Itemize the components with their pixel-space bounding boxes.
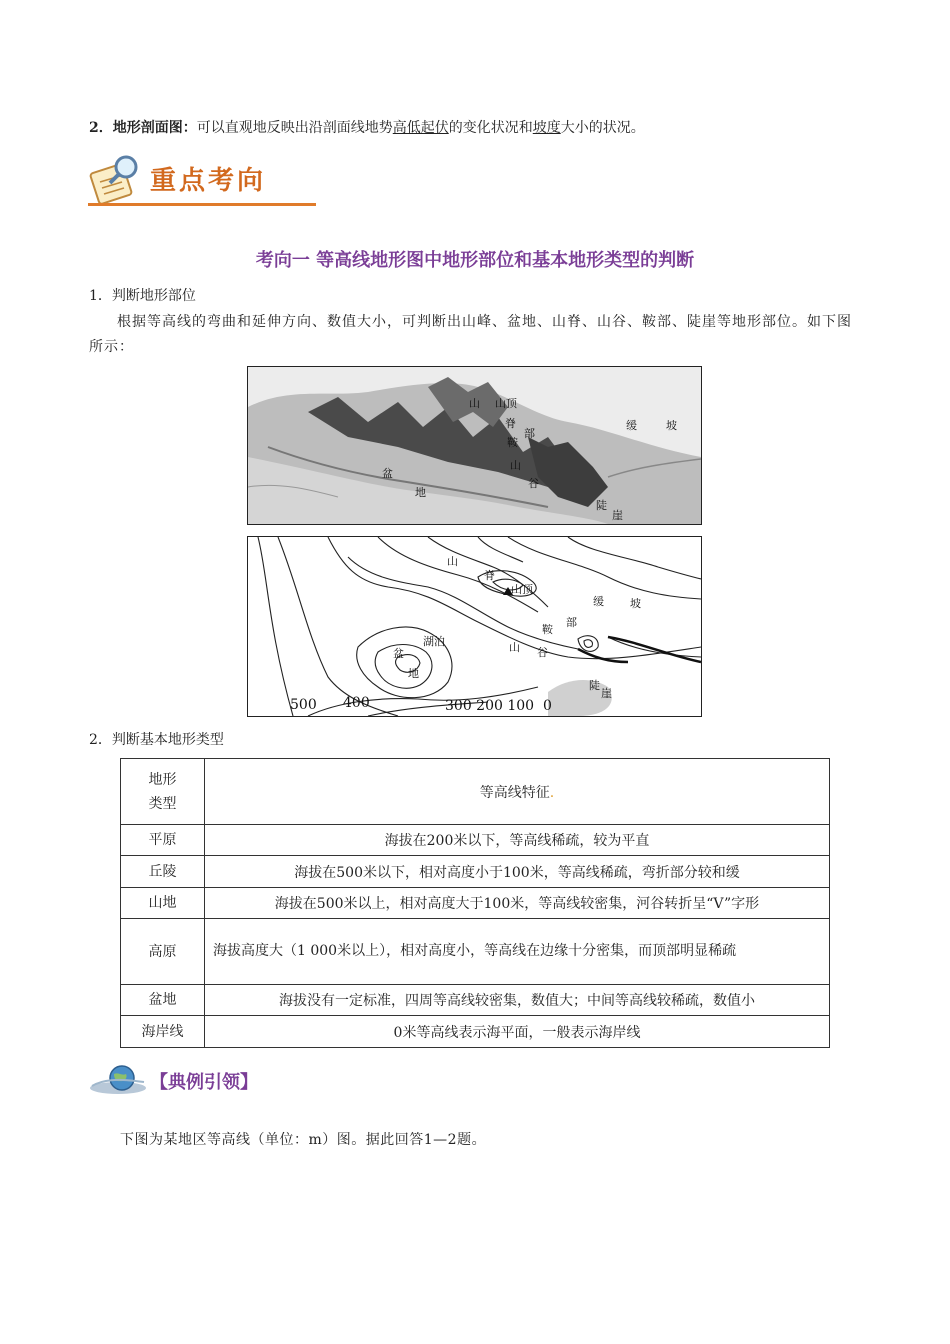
- table-cell-feature: 海拔没有一定标准，四周等高线较密集，数值大；中间等高线较稀疏，数值小: [205, 985, 830, 1016]
- relief-label-bu: 部: [524, 427, 535, 440]
- topic-title: 考向一 等高线地形图中地形部位和基本地形类型的判断: [255, 250, 695, 271]
- notebook-magnifier-icon: [88, 152, 148, 206]
- contour-label-shanding: 山顶: [511, 583, 533, 596]
- intro-text-before: 可以直观地反映出沿剖面线地势: [196, 120, 393, 136]
- table-header-type: 地形 类型: [121, 759, 205, 825]
- contour-label-dou: 陡: [589, 679, 600, 692]
- relief-illustration: [248, 367, 701, 524]
- part1-paragraph: 根据等高线的弯曲和延伸方向、数值大小，可判断出山峰、盆地、山脊、山谷、鞍部、陡崖等地形部位。如下图所示：: [89, 314, 852, 355]
- part2-heading: 2．判断基本地形类型: [89, 732, 224, 748]
- example-title: 【典例引领】: [150, 1072, 258, 1093]
- relief-label-shan2: 山: [510, 459, 521, 472]
- contour-figure: [247, 536, 702, 717]
- table-cell-type: 山地: [121, 888, 205, 919]
- contour-elev-400: 400: [343, 695, 370, 711]
- contour-label-di: 地: [408, 667, 419, 680]
- relief-label-dou: 陡: [596, 499, 607, 512]
- relief-label-huan: 缓: [626, 419, 637, 432]
- relief-figure: [247, 366, 702, 525]
- table-cell-type: 海岸线: [121, 1016, 205, 1048]
- contour-label-pen: 盆: [393, 647, 404, 660]
- contour-label-gu: 谷: [537, 646, 548, 659]
- contour-elev-300-0: 300 200 100 0: [445, 698, 552, 714]
- relief-label-ya: 崖: [612, 509, 623, 522]
- table-row: [121, 1016, 830, 1048]
- table-row: [121, 856, 830, 888]
- contour-label-shan2: 山: [509, 641, 520, 654]
- table-row: [121, 888, 830, 919]
- example-header: [88, 1062, 348, 1098]
- relief-label-an: 鞍: [507, 436, 518, 449]
- intro-number: 2．: [89, 120, 113, 136]
- table-cell-feature: 海拔在500米以上，相对高度大于100米，等高线较密集，河谷转折呈“V”字形: [205, 888, 830, 919]
- globe-icon: [88, 1062, 148, 1096]
- contour-label-hupo: 湖泊: [423, 635, 445, 648]
- contour-label-ji: 脊: [484, 569, 495, 582]
- table-header-row: [121, 759, 830, 825]
- intro-text-after: 大小的状况。: [560, 120, 645, 136]
- table-header-feature: 等高线特征.: [205, 759, 830, 825]
- table-cell-type: 高原: [121, 919, 205, 985]
- section-underline: [88, 203, 316, 206]
- table-row: [121, 985, 830, 1016]
- example-question: 下图为某地区等高线（单位：m）图。据此回答1—2题。: [120, 1132, 487, 1148]
- contour-label-an: 鞍: [542, 623, 553, 636]
- part1-heading: 1．判断地形部位: [89, 288, 196, 304]
- section-header: [88, 152, 316, 210]
- relief-label-shan: 山: [469, 397, 480, 410]
- intro-line: [89, 118, 645, 138]
- contour-label-shan: 山: [447, 555, 458, 568]
- table-cell-feature: 海拔高度大（1 000米以上），相对高度小，等高线在边缘十分密集，而顶部明显稀疏: [205, 919, 830, 985]
- terrain-table: [120, 758, 830, 1048]
- contour-label-ya: 崖: [601, 687, 612, 700]
- table-row: [121, 919, 830, 985]
- table-cell-type: 平原: [121, 825, 205, 856]
- contour-label-po: 坡: [630, 597, 641, 610]
- table-cell-type: 盆地: [121, 985, 205, 1016]
- relief-label-pen: 盆: [382, 467, 393, 480]
- table-row: [121, 825, 830, 856]
- intro-underline-2: 坡度: [532, 120, 561, 136]
- table-cell-feature: 0米等高线表示海平面，一般表示海岸线: [205, 1016, 830, 1048]
- intro-colon: ：: [182, 120, 197, 136]
- section-title: 重点考向: [150, 166, 267, 196]
- table-cell-feature: 海拔在200米以下，等高线稀疏，较为平直: [205, 825, 830, 856]
- contour-label-huan: 缓: [593, 595, 604, 608]
- contour-label-bu: 部: [566, 616, 577, 629]
- relief-label-gu: 谷: [528, 477, 539, 490]
- table-cell-type: 丘陵: [121, 856, 205, 888]
- contour-elev-500: 500: [290, 697, 317, 713]
- relief-label-po: 坡: [666, 419, 677, 432]
- table-cell-feature: 海拔在500米以下，相对高度小于100米，等高线稀疏，弯折部分较和缓: [205, 856, 830, 888]
- relief-label-shanding: 山顶: [495, 397, 517, 410]
- intro-underline-1: 高低起伏: [392, 120, 449, 136]
- intro-term: 地形剖面图: [112, 120, 183, 136]
- contour-illustration: [248, 537, 701, 716]
- intro-text-middle: 的变化状况和: [448, 120, 533, 136]
- relief-label-di: 地: [415, 486, 426, 499]
- relief-label-ji: 脊: [505, 417, 516, 430]
